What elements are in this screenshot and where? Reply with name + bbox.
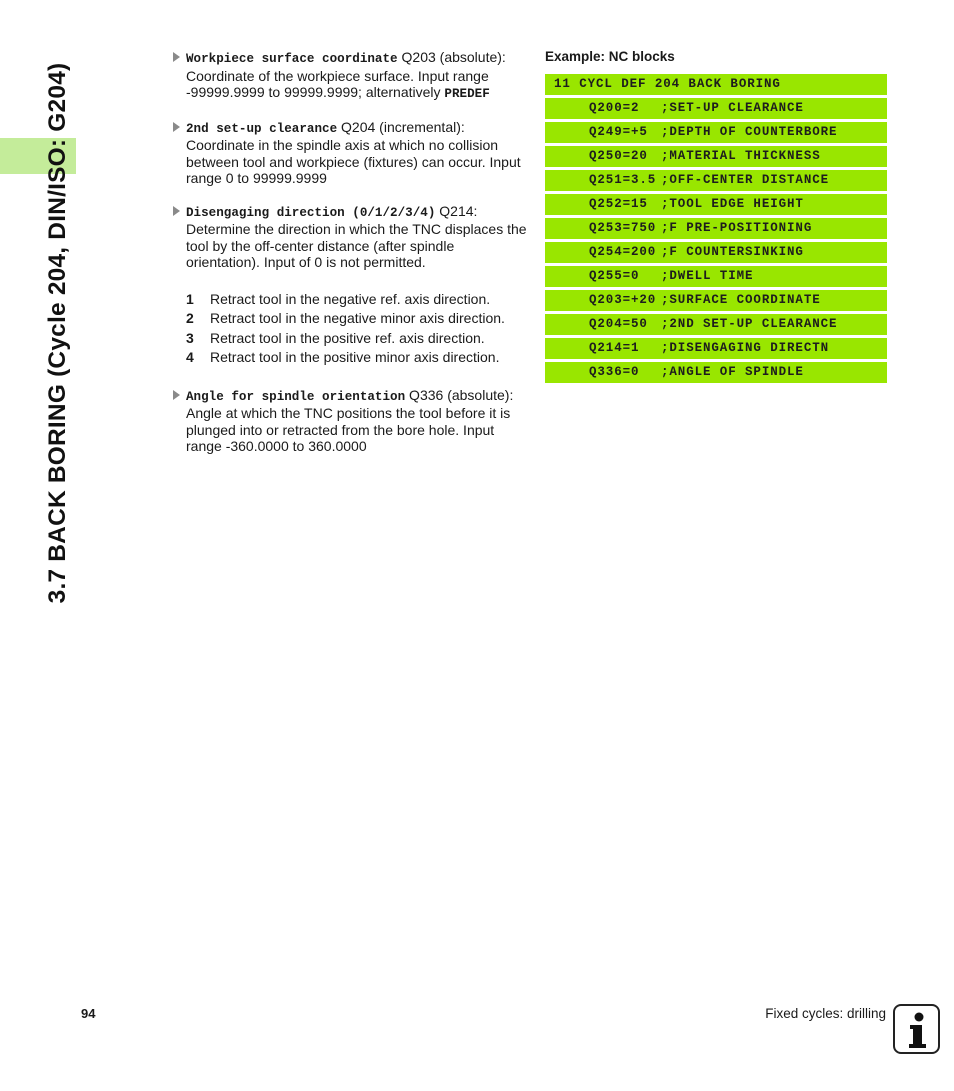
triangle-bullet-icon xyxy=(173,52,180,62)
nc-param: Q250=20 xyxy=(589,149,648,163)
page-number: 94 xyxy=(81,1006,96,1021)
nc-param: Q251=3.5 xyxy=(589,173,657,187)
nc-param: Q254=200 xyxy=(589,245,657,259)
param-disengaging-direction xyxy=(172,203,528,271)
nc-comment: ;OFF-CENTER DISTANCE xyxy=(661,173,830,187)
list-text: Retract tool in the negative ref. axis direction. xyxy=(210,290,491,307)
param-name: Disengaging direction (0/1/2/3/4) xyxy=(186,205,436,220)
nc-param: Q255=0 xyxy=(589,269,640,283)
nc-param: Q336=0 xyxy=(589,365,640,379)
triangle-bullet-icon xyxy=(173,390,180,400)
nc-block-row xyxy=(545,194,887,215)
nc-param: Q203=+20 xyxy=(589,293,657,307)
example-nc-blocks xyxy=(545,49,887,386)
list-text: Retract tool in the negative minor axis direction. xyxy=(210,310,505,326)
nc-comment: ;F COUNTERSINKING xyxy=(661,245,804,259)
nc-code: 11 CYCL DEF 204 BACK BORING xyxy=(554,77,781,91)
list-number: 3 xyxy=(186,329,194,346)
nc-param: Q253=750 xyxy=(589,221,657,235)
direction-list xyxy=(186,291,528,369)
param-name: Angle for spindle orientation xyxy=(186,389,406,404)
nc-param: Q204=50 xyxy=(589,317,648,331)
param-name: 2nd set-up clearance xyxy=(186,121,338,136)
nc-comment: ;DWELL TIME xyxy=(661,269,754,283)
parameter-descriptions xyxy=(172,49,528,471)
triangle-bullet-icon xyxy=(173,122,180,132)
example-title: Example: NC blocks xyxy=(545,49,675,64)
nc-block-row xyxy=(545,146,887,167)
param-2nd-setup-clearance xyxy=(172,119,528,187)
nc-block-row xyxy=(545,362,887,383)
list-number: 4 xyxy=(186,349,194,365)
nc-block-row xyxy=(545,218,887,239)
list-number: 2 xyxy=(186,310,194,326)
param-spindle-orientation xyxy=(172,387,528,455)
list-item xyxy=(186,310,528,330)
nc-comment: ;DEPTH OF COUNTERBORE xyxy=(661,125,838,139)
nc-block-header xyxy=(545,74,887,95)
nc-comment: ;DISENGAGING DIRECTN xyxy=(661,341,830,355)
param-workpiece-surface xyxy=(172,49,528,103)
triangle-bullet-icon xyxy=(173,206,180,216)
nc-comment: ;TOOL EDGE HEIGHT xyxy=(661,197,804,211)
section-title-vertical: 3.7 BACK BORING (Cycle 204, DIN/ISO: G204) xyxy=(44,62,71,604)
nc-comment: ;SURFACE COORDINATE xyxy=(661,293,821,307)
param-text: Q336 (absolute): Angle at which the TNC positions the tool before it is plunged into or retracted from the bore hole. Input range -360.0000 to 360.0000 xyxy=(186,386,514,454)
nc-block-row xyxy=(545,338,887,359)
nc-block-row xyxy=(545,170,887,191)
nc-comment: ;SET-UP CLEARANCE xyxy=(661,101,804,115)
nc-comment: ;F PRE-POSITIONING xyxy=(661,221,813,235)
nc-block-row xyxy=(545,266,887,287)
footer-chapter-label: Fixed cycles: drilling xyxy=(765,1006,886,1021)
param-name: Workpiece surface coordinate xyxy=(186,52,398,66)
nc-param: Q214=1 xyxy=(589,341,640,355)
nc-param: Q249=+5 xyxy=(589,125,648,139)
nc-block-row xyxy=(545,242,887,263)
list-item xyxy=(186,291,528,311)
nc-comment: ;MATERIAL THICKNESS xyxy=(661,149,821,163)
list-number: 1 xyxy=(186,290,194,307)
param-text: Q203 (absolute): Coordinate of the workpiece surface. Input range -99999.9999 to 99999.9999; alternatively xyxy=(186,49,506,100)
list-item xyxy=(186,349,528,369)
nc-comment: ;ANGLE OF SPINDLE xyxy=(661,365,804,379)
list-text: Retract tool in the positive minor axis direction. xyxy=(210,349,500,365)
list-item xyxy=(186,330,528,350)
nc-block-row xyxy=(545,290,887,311)
param-text: Q204 (incremental): Coordinate in the spindle axis at which no collision between tool and workpiece (fixtures) can occur. Input range 0 to 99999.9999 xyxy=(186,118,521,186)
nc-block-row xyxy=(545,314,887,335)
nc-comment: ;2ND SET-UP CLEARANCE xyxy=(661,317,838,331)
nc-block-row xyxy=(545,98,887,119)
list-text: Retract tool in the positive ref. axis direction. xyxy=(210,329,485,346)
nc-block-row xyxy=(545,122,887,143)
param-text: Q214: Determine the direction in which the TNC displaces the tool by the off-center distance (after spindle orientation). Input of 0 is not permitted. xyxy=(186,202,527,270)
predef-code: PREDEF xyxy=(444,87,490,101)
info-icon xyxy=(893,1004,940,1054)
nc-param: Q252=15 xyxy=(589,197,648,211)
nc-param: Q200=2 xyxy=(589,101,640,115)
